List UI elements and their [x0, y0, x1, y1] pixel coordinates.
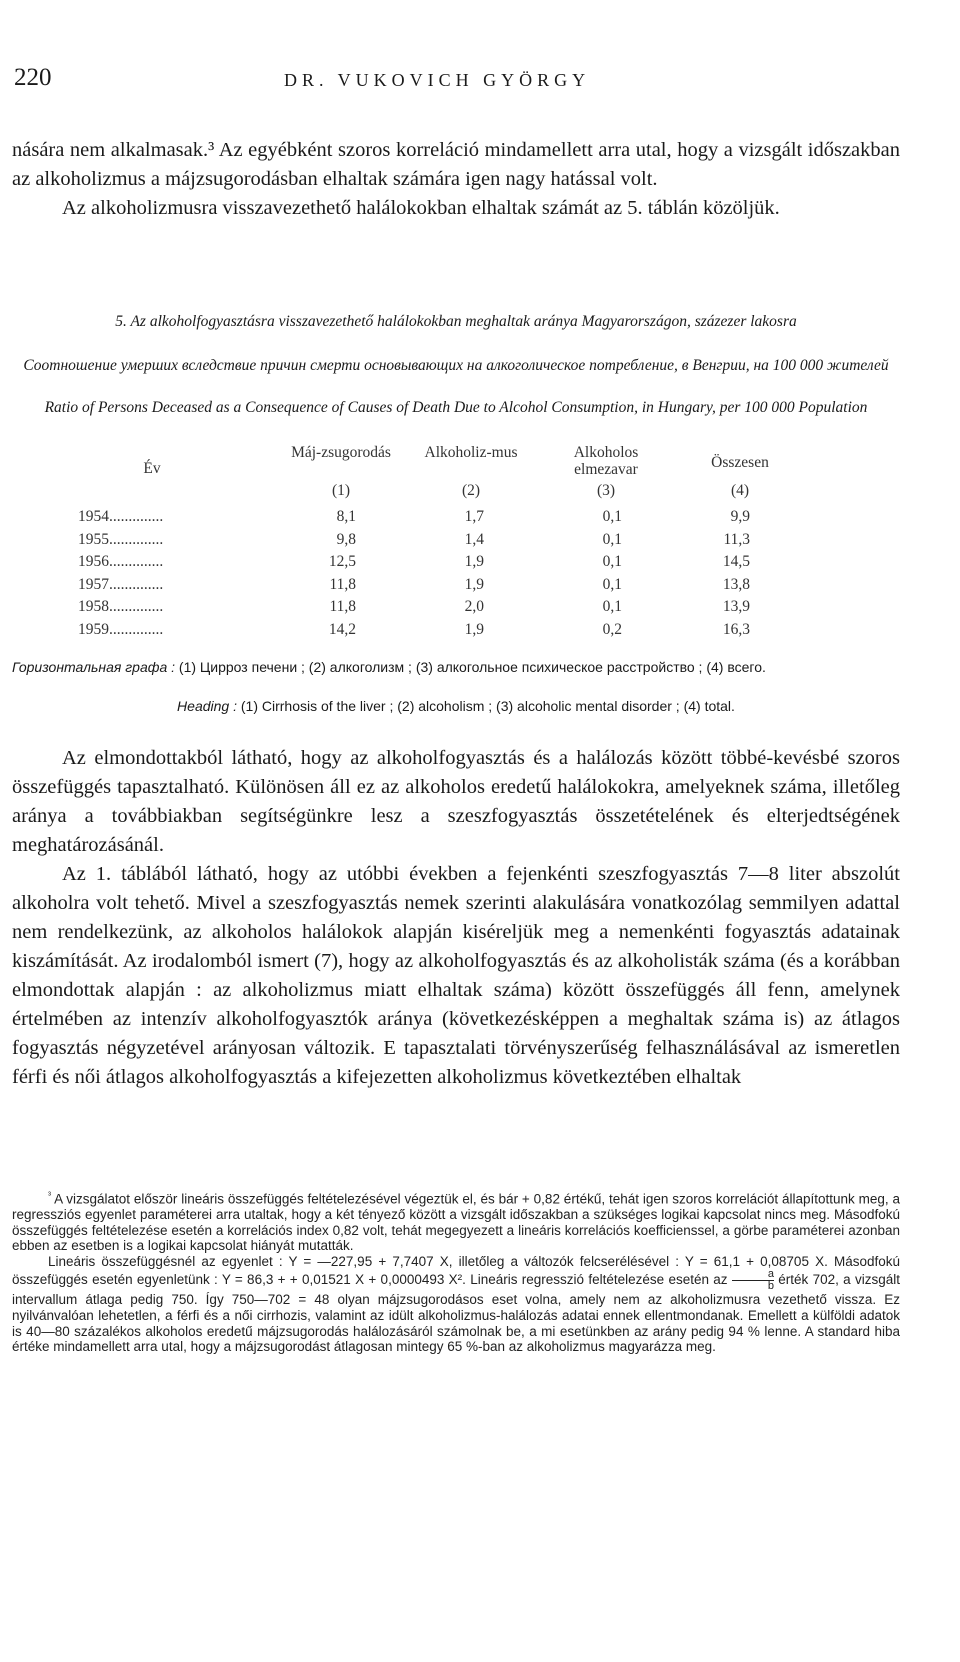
- cell-cirrhosis: 11,8: [329, 598, 356, 615]
- footnote-text-2a: Lineáris összefüggésnél az egyenlet : Y = —227,95 + 7,7407 X, illetőleg a változók felcserélésével : Y = 61,1 + 0,08705 X. Másodfokú összefüggés esetén egyenletünk : Y = 86,3 + + 0,01521 X + 0,0000493 X². Lineáris regresszió feltételezése esetén az: [12, 1253, 900, 1288]
- cell-mental-disorder: 0,1: [602, 575, 622, 593]
- cell-alcoholism: 2,0: [464, 598, 484, 615]
- table-caption-hungarian: 5. Az alkoholfogyasztásra visszavezethető halálokokban meghaltak aránya Magyarországon, százezer lakosra: [115, 313, 797, 330]
- footnote-text-1: A vizsgálatot először lineáris összefüggés feltételezésével végeztük el, és bár + 0,82 értékű, tehát igen szoros korrelációt állapítottunk meg, a regressziós egyenlet paraméterei arra utaltak, hogy a két tényező között a vizsgált időszakban a szükséges logikai kapcsolat nincs meg. Másodfokú összefüggés feltételezése esetén a korrelációs index 0,82 volt, tehát megegyezett a lineáris korrelációs koefficienssel, a görbe paraméterei azonban ebben az esetben is a logikai kapcsolat hiányát mutatták.: [12, 1191, 900, 1254]
- legend-label-russian: Горизонтальная графа :: [12, 659, 176, 675]
- table-caption-russian: Соотношение умерших вследствие причин смерти основывающих на алкоголическое потребление, в Венгрии, на 100 000 жителей: [23, 357, 889, 374]
- cell-alcoholism: 1,9: [464, 620, 484, 638]
- cell-year: 1956..............: [78, 553, 164, 570]
- cell-total: 9,9: [730, 508, 750, 525]
- cell-alcoholism: 1,9: [464, 553, 484, 570]
- main-paragraph-2: Az 1. táblából látható, hogy az utóbbi években a fejenkénti szeszfogyasztás 7—8 liter abszolút alkoholra volt tehető. Mivel a szeszfogyasztás nemek szerinti alakulására vonatkozólag semmilyen adattal nem rendelkezünk, az alkoholos halálokok alapján kiséreljük meg a nemenkénti fogyasztás adatainak kiszámítását. Az irodalomból ismert (7), hogy az alkoholfogyasztás és az alkoholisták száma (és a korábban elmondottak alapján : az alkoholizmus miatt elhaltak száma) között összefüggés áll fenn, amelynek értelmében az intenzív alkoholfogyasztók aránya (következésképpen a meghaltak száma is) az átlagos fogyasztás négyzetével arányosan változik. E tapasztalati törvényszerűség felhasználásával az ismeretlen férfi és női átlagos alkoholfogyasztás a kifejezetten alkoholizmus következtében elhaltak: [12, 863, 900, 1088]
- table-caption-english: Ratio of Persons Deceased as a Consequence of Causes of Death Due to Alcohol Consumption, in Hungary, per 100 000 Population: [44, 399, 868, 416]
- header-total: Összesen: [711, 454, 769, 471]
- intro-text: [12, 136, 900, 223]
- fraction-a-over-b: [732, 1269, 774, 1292]
- cell-mental-disorder: 0,1: [602, 508, 622, 525]
- table-header: [70, 444, 870, 508]
- table-row: [70, 531, 870, 554]
- footnote-mark: ³: [48, 1190, 51, 1200]
- cell-cirrhosis: 11,8: [329, 575, 356, 593]
- page-header: [14, 64, 914, 100]
- intro-paragraph-1: nására nem alkalmasak.³ Az egyébként szoros korreláció mindamellett arra utal, hogy a vizsgált időszakban az alkoholizmus a májzsugorodásban elhaltak számára igen nagy hatással volt.: [12, 139, 900, 190]
- table-row: [70, 553, 870, 576]
- footnote-text-2b: érték 702, a vizsgált intervallum átlaga pedig 750. Így 750—702 = 48 olyan májzsugorodásos eset volna, amely nem az alkoholizmusra vezethető vissza. Ez nyilvánvalóan lehetetlen, a férfi és a női cirrhozis, valamint az idült alkoholizmus-halálozás adatai ennek ellentmondanak. Emellett a külföldi adatok is 40—80 százalékos alkoholos eredetű májzsugorodás halálozásáról számolnak be, a mi esetünkben az arány pedig 94 % lenne. A standard hiba értéke mindamellett arra utal, hogy a májzsugorodást átlagosan mintegy 65 %-ban az alkoholizmus magyarázza meg.: [12, 1272, 900, 1355]
- fraction-denominator: b: [732, 1280, 774, 1292]
- cell-total: 13,9: [722, 598, 750, 615]
- footnote-paragraph-1: [12, 1188, 900, 1254]
- header-num-3: (3): [596, 482, 616, 499]
- cell-alcoholism: 1,9: [464, 575, 484, 593]
- header-cirrhosis: Máj-zsugorodás: [291, 444, 391, 461]
- cell-alcoholism: 1,7: [464, 508, 484, 525]
- cell-mental-disorder: 0,1: [602, 553, 622, 570]
- cell-year: 1957..............: [78, 575, 164, 593]
- legend-label-english: Heading :: [177, 698, 237, 714]
- cell-alcoholism: 1,4: [464, 530, 484, 548]
- cell-cirrhosis: 8,1: [336, 508, 356, 525]
- table-row: [70, 598, 870, 621]
- legend-text-english: (1) Cirrhosis of the liver ; (2) alcoholism ; (3) alcoholic mental disorder ; (4) total.: [236, 698, 735, 714]
- legend-text-russian: (1) Цирроз печени ; (2) алкоголизм ; (3) алкогольное психическое расстройство ; (4) всего.: [175, 659, 766, 675]
- cell-year: 1959..............: [78, 620, 164, 638]
- cell-cirrhosis: 9,8: [336, 530, 356, 548]
- cell-cirrhosis: 12,5: [328, 553, 356, 570]
- fraction-numerator: a: [767, 1268, 774, 1281]
- cell-total: 11,3: [723, 530, 750, 548]
- mortality-table: [70, 444, 870, 643]
- header-num-1: (1): [331, 482, 351, 499]
- header-year: Év: [143, 460, 161, 477]
- table-row: [70, 576, 870, 599]
- footnote-paragraph-2: [12, 1254, 900, 1355]
- cell-year: 1954..............: [78, 508, 164, 525]
- header-alcoholism: Alkoholiz-mus: [424, 444, 518, 461]
- cell-year: 1958..............: [78, 598, 164, 615]
- intro-paragraph-2: Az alkoholizmusra visszavezethető halálokokban elhaltak számát az 5. táblán közöljük.: [62, 197, 780, 219]
- table-row: [70, 621, 870, 644]
- cell-year: 1955..............: [78, 530, 164, 548]
- cell-total: 16,3: [722, 620, 750, 638]
- main-paragraph-1: Az elmondottakból látható, hogy az alkoholfogyasztás és a halálozás között többé-kevésbé szoros összefüggés tapasztalható. Különösen áll ez az alkoholos eredetű halálokokra, amelyeknek száma, illetőleg aránya a továbbiakban segítségünkre lesz a szeszfogyasztás összetételének és elterjedtségének meghatározásánál.: [12, 747, 900, 856]
- cell-cirrhosis: 14,2: [328, 620, 356, 638]
- running-head: DR. VUKOVICH GYÖRGY: [284, 70, 591, 90]
- table-legend-english: [12, 697, 900, 716]
- cell-total: 13,8: [722, 575, 750, 593]
- cell-total: 14,5: [722, 553, 750, 570]
- header-mental-disorder: Alkoholos elmezavar: [573, 444, 639, 478]
- table-row: [70, 508, 870, 531]
- page-number: 220: [14, 64, 52, 91]
- cell-mental-disorder: 0,1: [602, 530, 622, 548]
- cell-mental-disorder: 0,2: [602, 620, 622, 638]
- main-text: [12, 744, 900, 1092]
- header-num-2: (2): [461, 482, 481, 499]
- cell-mental-disorder: 0,1: [602, 598, 622, 615]
- table-legend-russian: [12, 658, 900, 677]
- header-num-4: (4): [730, 482, 750, 499]
- footnote-3: [12, 1188, 900, 1355]
